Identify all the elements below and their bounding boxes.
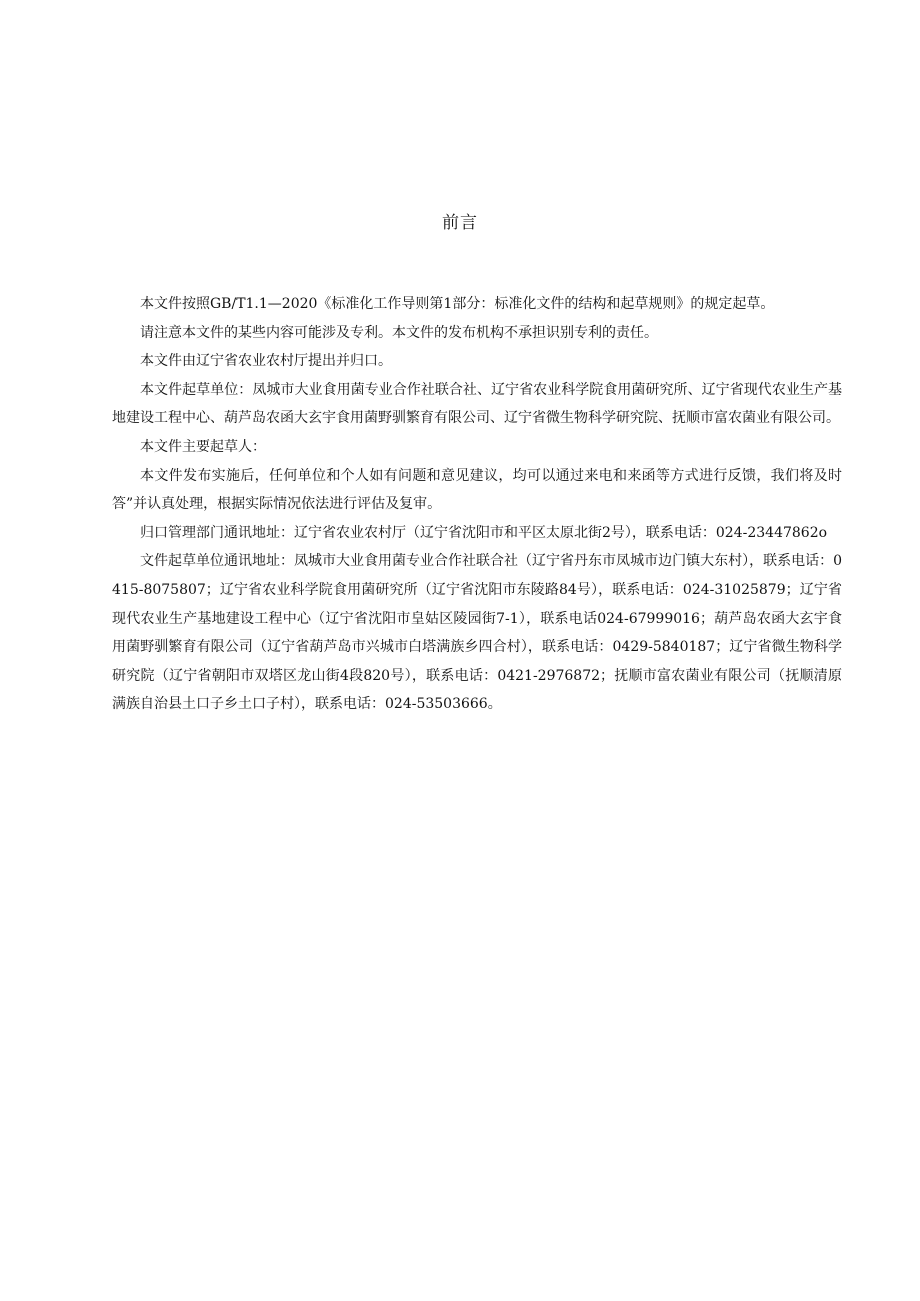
page-title: 前言 (442, 213, 478, 233)
paragraph-drafting-units: 本文件起草单位：凤城市大业食用菌专业合作社联合社、辽宁省农业科学院食用菌研究所、辽宁省现代农业生产基地建设工程中心、葫芦岛农函大玄宇食用菌野驯繁育有限公司、辽宁省微生物科学研究院、抚顺市富农菌业有限公司。 (112, 381, 842, 427)
document-body (112, 290, 842, 719)
paragraph-unit-addresses: 文件起草单位通讯地址：凤城市大业食用菌专业合作社联合社（辽宁省丹东市凤城市边门镇大东村），联系电话：0415-8075807；辽宁省农业科学院食用菌研究所（辽宁省沈阳市东陵路84号），联系电话：024-31025879；辽宁省现代农业生产基地建设工程中心（辽宁省沈阳市皇姑区陵园街7-1），联系电话024-67999016；葫芦岛农函大玄宇食用菌野驯繁育有限公司（辽宁省葫芦岛市兴城市白塔满族乡四合村），联系电话：0429-5840187；辽宁省微生物科学研究院（辽宁省朝阳市双塔区龙山街4段820号），联系电话：0421-2976872；抚顺市富农菌业有限公司（抚顺清原满族自治县土口子乡土口子村），联系电话：024-53503666。 (112, 553, 842, 713)
paragraph-patent-notice: 请注意本文件的某些内容可能涉及专利。本文件的发布机构不承担识别专利的责任。 (140, 324, 658, 341)
paragraph-main-drafters: 本文件主要起草人： (140, 438, 266, 455)
paragraph-drafting-rules: 本文件按照GB/T1.1—2020《标准化工作导则第1部分：标准化文件的结构和起草规则》的规定起草。 (140, 296, 775, 312)
paragraph-proposer: 本文件由辽宁省农业农村厅提出并归口。 (140, 353, 392, 370)
paragraph-authority-address: 归口管理部门通讯地址：辽宁省农业农村厅（辽宁省沈阳市和平区太原北街2号），联系电话：024-23447862o (140, 524, 828, 541)
paragraph-feedback: 本文件发布实施后，任何单位和个人如有问题和意见建议，均可以通过来电和来函等方式进行反馈，我们将及时答”并认真处理，根据实际情况依法进行评估及复审。 (112, 467, 842, 513)
